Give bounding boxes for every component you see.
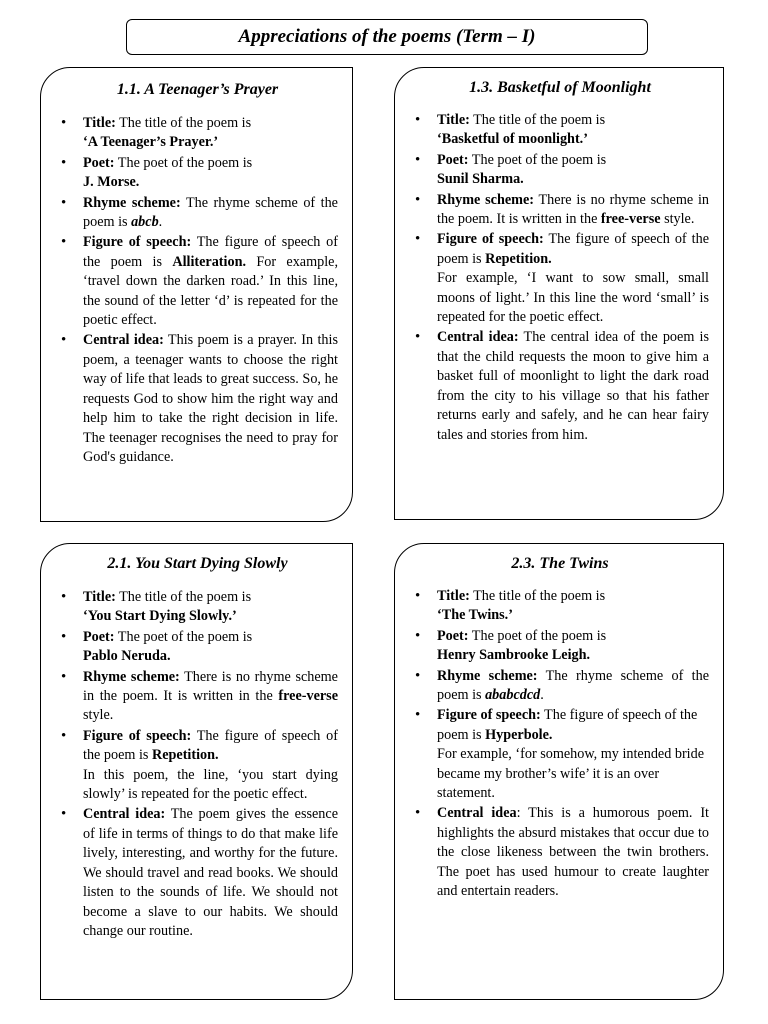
title-text: The title of the poem is [469,588,606,604]
rhyme-suffix: style. [83,707,114,724]
poem-details-list [57,114,338,467]
list-item-poet [57,628,338,667]
title-value: ‘A Teenager’s Prayer.’ [83,134,219,151]
list-item-figure-of-speech [57,727,338,805]
list-item-central-idea [411,804,709,901]
title-label: Title: [83,589,116,605]
poet-label: Poet: [83,628,115,645]
poem-card-basketful-of-moonlight [394,67,724,520]
poem-card-you-start-dying-slowly [40,543,353,1000]
poem-details-list [57,588,338,941]
list-item-central-idea [57,805,338,941]
figure-value: Repetition. [485,250,552,267]
title-label: Title: [83,115,116,131]
card-heading: 1.3. Basketful of Moonlight [469,79,651,96]
page-title: Appreciations of the poems (Term – I) [126,19,648,55]
poet-label: Poet: [437,151,469,168]
poet-text: The poet of the poem is [468,627,607,644]
figure-text: The figure of speech of the poem is [437,231,709,267]
figure-label: Figure of speech: [437,231,544,248]
figure-text: The figure of speech of the poem is [83,727,338,764]
title-value: ‘The Twins.’ [437,607,513,624]
list-item-rhyme-scheme: • Rhyme scheme: The rhyme scheme of the poem is abcb. [57,194,338,233]
figure-example: In this poem, the line, ‘you start dying slowly’ is repeated for the poetic effect. [83,766,338,803]
title-value: ‘Basketful of moonlight.’ [437,131,588,148]
rhyme-value: ababcdcd [485,687,541,704]
figure-value: Alliteration. [172,253,247,270]
poet-value: J. Morse. [83,174,140,191]
rhyme-value: free-verse [278,688,338,705]
rhyme-label: Rhyme scheme: [83,668,180,685]
poet-label: Poet: [437,627,469,644]
rhyme-value: free-verse [600,211,661,228]
central-text: The poem gives the essence of life in terms of things to do that make life lively, interesting, and worthy for the future. We should travel and read books. We should listen to the sounds of life. We should not become a slave to our habits. We should change our routine. [83,806,338,939]
list-item-title [57,588,338,627]
poet-text: The poet of the poem is [468,151,607,168]
list-item-poet [411,627,709,666]
figure-label: Figure of speech: [83,234,192,251]
list-item-figure-of-speech [411,230,709,327]
figure-label: Figure of speech: [83,727,192,744]
poet-text: The poet of the poem is [114,154,253,171]
list-item-central-idea [411,328,709,444]
central-text: This poem is a prayer. In this poem, a teenager wants to choose the right way of life that leads to great success. So, he requests God to show him the right way and help him to take the right decision in life. The teenager recognises the need to pray for God's guidance. [83,332,338,465]
list-item-title [411,111,709,150]
title-text: The title of the poem is [115,115,252,131]
list-item-rhyme-scheme: • Rhyme scheme: The rhyme scheme of the poem is ababcdcd. [411,667,709,706]
central-text: : This is a humorous poem. It highlights the absurd mistakes that occur due to the close likeness between the twin brothers. The poet has used humour to create laughter and entertain readers. [437,805,709,900]
poet-value: Pablo Neruda. [83,648,171,665]
figure-value: Hyperbole. [485,726,553,743]
rhyme-label: Rhyme scheme: [437,191,534,208]
figure-label: Figure of speech: [437,707,541,724]
figure-example: For example, ‘travel down the darken road.’ In this line, the sound of the letter ‘d’ is repeated for the poetic effect. [83,253,338,329]
list-item-title [57,114,338,153]
list-item-figure-of-speech [411,706,709,803]
poet-label: Poet: [83,154,115,171]
figure-text: The figure of speech of the poem is [437,707,698,743]
rhyme-suffix: style. [660,211,695,228]
list-item-poet [57,154,338,193]
title-text: The title of the poem is [469,112,606,128]
list-item-figure-of-speech [57,233,338,330]
title-text: The title of the poem is [115,589,252,605]
card-heading: 1.1. A Teenager’s Prayer [116,81,279,98]
rhyme-value: abcb [131,214,159,231]
list-item-rhyme-scheme [57,668,338,726]
poem-card-the-twins [394,543,724,1000]
card-heading: 2.1. You Start Dying Slowly [107,555,288,572]
poem-details-list [411,111,709,445]
rhyme-text: The rhyme scheme of the poem is [83,194,338,231]
poet-text: The poet of the poem is [114,628,253,645]
rhyme-text: There is no rhyme scheme in the poem. It is written in the [437,191,709,228]
title-label: Title: [437,112,470,128]
figure-example: For example, ‘for somehow, my intended bride became my brother’s wife’ it is an over statement. [437,746,704,802]
poem-card-teenagers-prayer [40,67,353,522]
poet-value: Sunil Sharma. [437,171,524,188]
figure-text: The figure of speech of the poem is [83,234,338,270]
rhyme-text: The rhyme scheme of the poem is [437,667,709,704]
central-label: Central idea: [83,332,164,349]
rhyme-label: Rhyme scheme: [437,667,538,684]
central-text: The central idea of the poem is that the child requests the moon to give him a basket full of moonlight to light the dark road from the city to his village so that his father returns early and safely, and he can hear fairy tales and stories from him. [437,329,709,443]
figure-value: Repetition. [151,747,219,764]
list-item-central-idea [57,331,338,467]
list-item-rhyme-scheme [411,191,709,230]
central-label: Central idea [437,805,517,822]
poet-value: Henry Sambrooke Leigh. [437,647,591,664]
card-heading: 2.3. The Twins [511,555,609,572]
figure-example: For example, ‘I want to sow small, small moons of light.’ In this line the word ‘small’ is repeated for the poetic effect. [437,270,709,326]
poem-details-list [411,587,709,902]
title-label: Title: [437,588,470,604]
rhyme-label: Rhyme scheme: [83,194,181,211]
central-label: Central idea: [83,806,166,823]
rhyme-text: There is no rhyme scheme in the poem. It is written in the [83,668,338,705]
list-item-title [411,587,709,626]
title-value: ‘You Start Dying Slowly.’ [83,608,237,625]
central-label: Central idea: [437,329,519,346]
list-item-poet [411,151,709,190]
